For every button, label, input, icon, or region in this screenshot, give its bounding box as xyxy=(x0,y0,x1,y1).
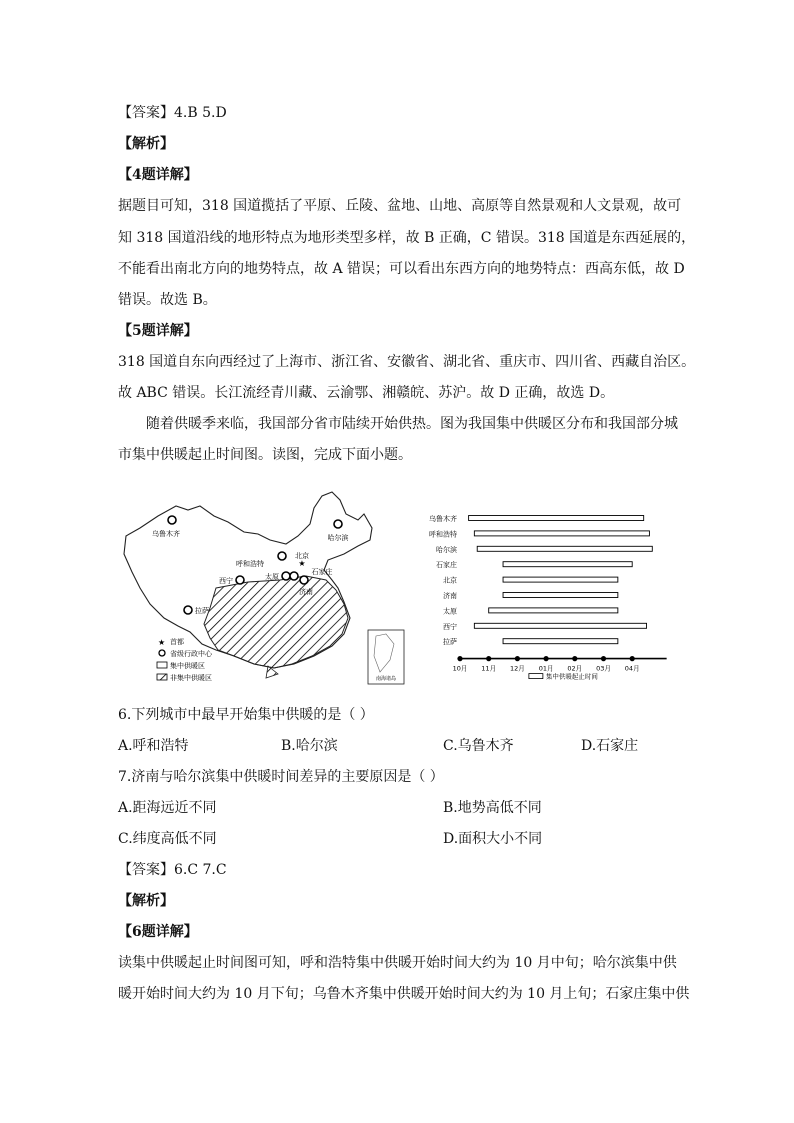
chart-city-label: 济南 xyxy=(443,592,457,600)
chart-legend-swatch xyxy=(529,674,543,679)
chart-bar xyxy=(469,516,644,521)
answer-4-5: 【答案】4.B 5.D xyxy=(118,105,227,121)
legend-provincial-center: 省级行政中心 xyxy=(170,650,212,658)
chart-city-label: 呼和浩特 xyxy=(429,530,457,539)
analysis-heading-b: 【解析】 xyxy=(118,893,174,909)
q4-detail-heading: 【4题详解】 xyxy=(118,167,198,183)
chart-tick-label: 12月 xyxy=(510,664,525,673)
chart-city-label: 拉萨 xyxy=(443,638,457,647)
chart-city-label: 乌鲁木齐 xyxy=(429,515,457,523)
intro-line-2: 市集中供暖起止时间图。读图，完成下面小题。 xyxy=(118,447,412,463)
q6-option-c: C.乌鲁木齐 xyxy=(443,738,514,754)
q4-line-4: 错误。故选 B。 xyxy=(118,292,217,308)
figure xyxy=(118,484,678,694)
chart-bar xyxy=(503,577,618,582)
intro-line-1: 随着供暖季来临，我国部分省市陆续开始供热。图为我国集中供暖区分布和我国部分城 xyxy=(146,416,678,432)
q5-line-2: 故 ABC 错误。长江流经青川藏、云渝鄂、湘赣皖、苏沪。故 D 正确，故选 D。 xyxy=(118,385,615,401)
chart-tick-dot xyxy=(630,656,635,661)
map-city-urumqi: 乌鲁木齐 xyxy=(152,530,180,538)
figure-svg xyxy=(118,484,678,694)
chart-tick-label: 02月 xyxy=(567,664,583,673)
chart-city-label: 西宁 xyxy=(443,622,457,631)
non-heating-zone xyxy=(204,576,348,668)
inset-label: 南海诸岛 xyxy=(375,676,397,682)
map-city-jinan: 济南 xyxy=(299,588,313,596)
q6-detail-line-1: 读集中供暖起止时间图可知，呼和浩特集中供暖开始时间大约为 10 月中旬；哈尔滨集中供 xyxy=(118,955,677,971)
chart-city-label: 太原 xyxy=(443,607,457,616)
china-map xyxy=(124,492,404,684)
chart-city-label: 石家庄 xyxy=(436,561,457,570)
q7-option-b: B.地势高低不同 xyxy=(443,800,542,816)
q6-stem: 6.下列城市中最早开始集中供暖的是（ ） xyxy=(118,707,374,723)
map-city-beijing: 北京 xyxy=(295,552,309,560)
q5-line-1: 318 国道自东向西经过了上海市、浙江省、安徽省、湖北省、重庆市、四川省、西藏自治区。 xyxy=(118,354,696,370)
q4-line-1: 据题目可知，318 国道揽括了平原、丘陵、盆地、山地、高原等自然景观和人文景观，故可 xyxy=(118,198,682,214)
q6-option-b: B.哈尔滨 xyxy=(281,738,338,754)
chart-legend-label: 集中供暖起止时间 xyxy=(545,672,598,681)
q7-option-d: D.面积大小不同 xyxy=(443,831,543,847)
q6-option-a: A.呼和浩特 xyxy=(118,738,189,754)
analysis-heading-a: 【解析】 xyxy=(118,136,174,152)
svg-text:★: ★ xyxy=(298,559,306,568)
map-city-taiyuan: 太原 xyxy=(265,573,279,581)
chart-tick-label: 01月 xyxy=(538,664,554,673)
chart-bar xyxy=(477,546,652,551)
chart-tick-dot xyxy=(572,656,577,661)
q7-option-c: C.纬度高低不同 xyxy=(118,831,217,847)
chart-bar xyxy=(474,623,646,628)
chart-tick-dot xyxy=(515,656,520,661)
legend-heating-zone: 集中供暖区 xyxy=(170,662,205,670)
answer-6-7: 【答案】6.C 7.C xyxy=(118,862,227,878)
chart-tick-label: 11月 xyxy=(481,664,497,673)
chart-bar xyxy=(474,531,649,536)
chart-tick-label: 04月 xyxy=(624,664,640,673)
q7-stem: 7.济南与哈尔滨集中供暖时间差异的主要原因是（ ） xyxy=(118,769,444,785)
chart-bar xyxy=(503,593,618,598)
q4-line-3: 不能看出南北方向的地势特点，故 A 错误；可以看出东西方向的地势特点：西高东低，故 D xyxy=(118,261,685,277)
q6-option-d: D.石家庄 xyxy=(581,738,639,754)
svg-text:★: ★ xyxy=(158,638,166,647)
chart-tick-label: 03月 xyxy=(596,664,611,673)
q7-option-a: A.距海远近不同 xyxy=(118,800,217,816)
chart-city-label: 北京 xyxy=(443,576,457,585)
legend-non-heating-zone: 非集中供暖区 xyxy=(170,674,212,682)
map-city-shijiazhuang: 石家庄 xyxy=(311,568,333,576)
chart-tick-dot xyxy=(457,656,462,661)
heating-period-chart xyxy=(429,514,667,681)
map-city-harbin: 哈尔滨 xyxy=(327,534,349,542)
chart-tick-dot xyxy=(486,656,491,661)
q6-detail-line-2: 暖开始时间大约为 10 月下旬；乌鲁木齐集中供暖开始时间大约为 10 月上旬；石家庄集中供 xyxy=(118,986,690,1002)
chart-bar xyxy=(489,608,618,613)
chart-tick-dot xyxy=(601,656,606,661)
q6-detail-heading: 【6题详解】 xyxy=(118,924,198,940)
chart-city-label: 哈尔滨 xyxy=(436,545,457,554)
chart-bar xyxy=(503,639,618,644)
chart-tick-dot xyxy=(544,656,549,661)
legend-capital: 首都 xyxy=(170,638,184,646)
chart-bar xyxy=(503,562,632,567)
map-city-xining: 西宁 xyxy=(219,577,233,585)
chart-tick-label: 10月 xyxy=(452,664,468,673)
map-city-lhasa: 拉萨 xyxy=(195,607,209,615)
map-inset xyxy=(368,630,404,684)
q5-detail-heading: 【5题详解】 xyxy=(118,323,198,339)
q4-line-2: 知 318 国道沿线的地形特点为地形类型多样，故 B 正确，C 错误。318 国道是东西延展的， xyxy=(118,230,696,246)
map-city-hohhot: 呼和浩特 xyxy=(236,560,264,568)
